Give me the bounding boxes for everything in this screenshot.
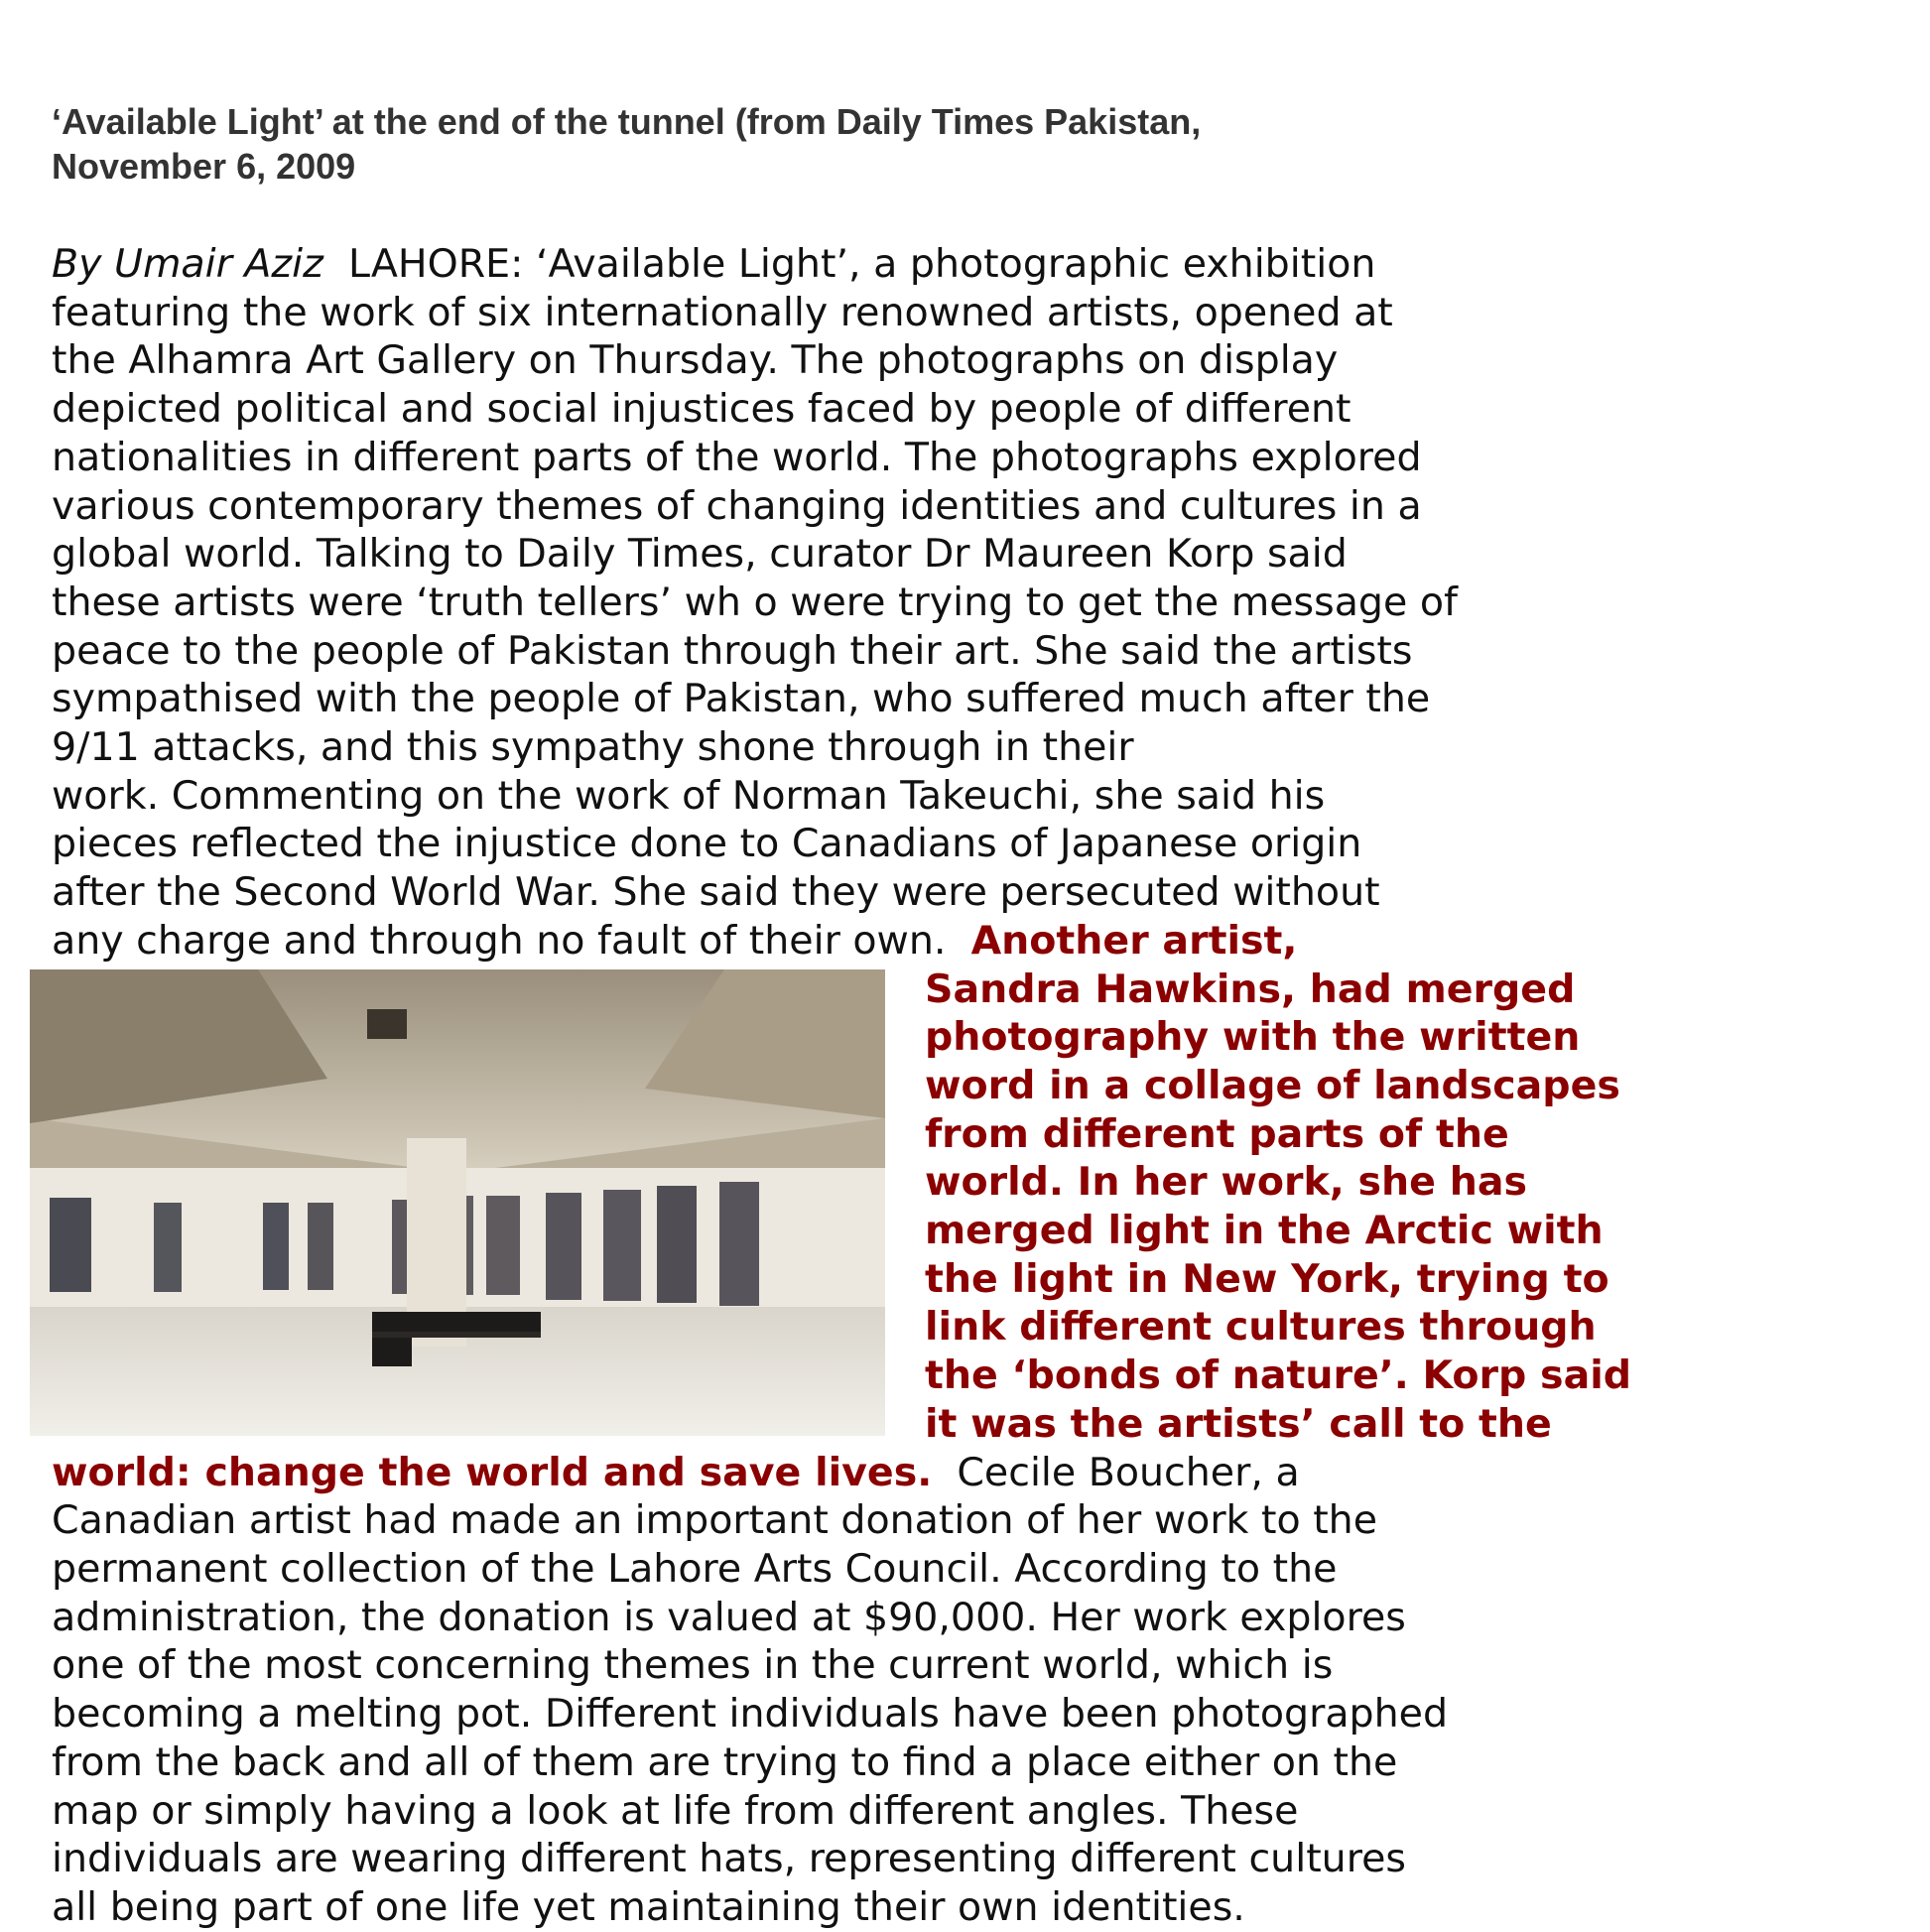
body-line: pieces reflected the injustice done to Canadians of Japanese origin bbox=[52, 821, 1362, 867]
body-line: the Alhamra Art Gallery on Thursday. The photographs on display bbox=[52, 337, 1339, 384]
highlight-column bbox=[925, 966, 1631, 1449]
article-headline bbox=[52, 99, 1877, 189]
headline-line-2: November 6, 2009 bbox=[52, 146, 356, 187]
body-line: nationalities in different parts of the world. The photographs explored bbox=[52, 434, 1422, 480]
headline-line-1: ‘Available Light’ at the end of the tunnel (from Daily Times Pakistan, bbox=[52, 101, 1202, 142]
body-line: all being part of one life yet maintaining their own identities. bbox=[52, 1883, 1245, 1930]
body-line: global world. Talking to Daily Times, curator Dr Maureen Korp said bbox=[52, 531, 1348, 578]
highlight-line: from different parts of the bbox=[925, 1110, 1509, 1157]
body-line: from the back and all of them are trying to find a place either on the bbox=[52, 1739, 1398, 1785]
body-line: map or simply having a look at life from different angles. These bbox=[52, 1787, 1299, 1834]
highlight-end: world: change the world and save lives. bbox=[52, 1449, 933, 1495]
body-line: after the Second World War. She said they were persecuted without bbox=[52, 869, 1380, 916]
highlight-line: link different cultures through bbox=[925, 1304, 1597, 1351]
highlight-line: the light in New York, trying to bbox=[925, 1255, 1609, 1302]
figure-row bbox=[52, 966, 1877, 1449]
highlight-line: the ‘bonds of nature’. Korp said bbox=[925, 1352, 1632, 1399]
body-line: 9/11 attacks, and this sympathy shone through in their bbox=[52, 724, 1134, 771]
highlight-line: it was the artists’ call to the bbox=[925, 1400, 1552, 1447]
highlight-line: world. In her work, she has bbox=[925, 1159, 1527, 1206]
body-line: featuring the work of six internationally renowned artists, opened at bbox=[52, 289, 1393, 335]
body-line bbox=[52, 240, 1877, 289]
gallery-photo bbox=[30, 969, 885, 1436]
body-line: peace to the people of Pakistan through their art. She said the artists bbox=[52, 627, 1413, 674]
body-line: becoming a melting pot. Different individuals have been photographed bbox=[52, 1691, 1449, 1738]
article-body bbox=[52, 240, 1877, 1932]
body-line: Canadian artist had made an important donation of her work to the bbox=[52, 1497, 1378, 1544]
highlight-line: word in a collage of landscapes bbox=[925, 1062, 1620, 1108]
body-line: depicted political and social injustices faced by people of different bbox=[52, 386, 1351, 433]
highlight-line: merged light in the Arctic with bbox=[925, 1208, 1604, 1254]
body-line-text: LAHORE: ‘Available Light’, a photographic exhibition bbox=[347, 241, 1376, 287]
body-line: these artists were ‘truth tellers’ wh o were trying to get the message of bbox=[52, 579, 1458, 625]
body-line: permanent collection of the Lahore Arts Council. According to the bbox=[52, 1545, 1338, 1592]
body-line: one of the most concerning themes in the current world, which is bbox=[52, 1642, 1334, 1689]
body-line: administration, the donation is valued at $90,000. Her work explores bbox=[52, 1594, 1406, 1640]
body-line bbox=[52, 1449, 1877, 1497]
body-line bbox=[52, 917, 1877, 966]
highlight-line: photography with the written bbox=[925, 1014, 1581, 1061]
body-line-text: any charge and through no fault of their own. bbox=[52, 917, 947, 964]
highlight-line: Sandra Hawkins, had merged bbox=[925, 966, 1576, 1012]
body-line: sympathised with the people of Pakistan, who suffered much after the bbox=[52, 676, 1431, 722]
highlight-start: Another artist, bbox=[970, 917, 1298, 964]
byline: By Umair Aziz bbox=[52, 241, 323, 287]
body-line: individuals are wearing different hats, representing different cultures bbox=[52, 1836, 1406, 1882]
body-line: various contemporary themes of changing identities and cultures in a bbox=[52, 482, 1422, 529]
body-line: work. Commenting on the work of Norman Takeuchi, she said his bbox=[52, 772, 1326, 819]
article bbox=[52, 99, 1877, 1932]
body-line-text: Cecile Boucher, a bbox=[957, 1449, 1300, 1495]
